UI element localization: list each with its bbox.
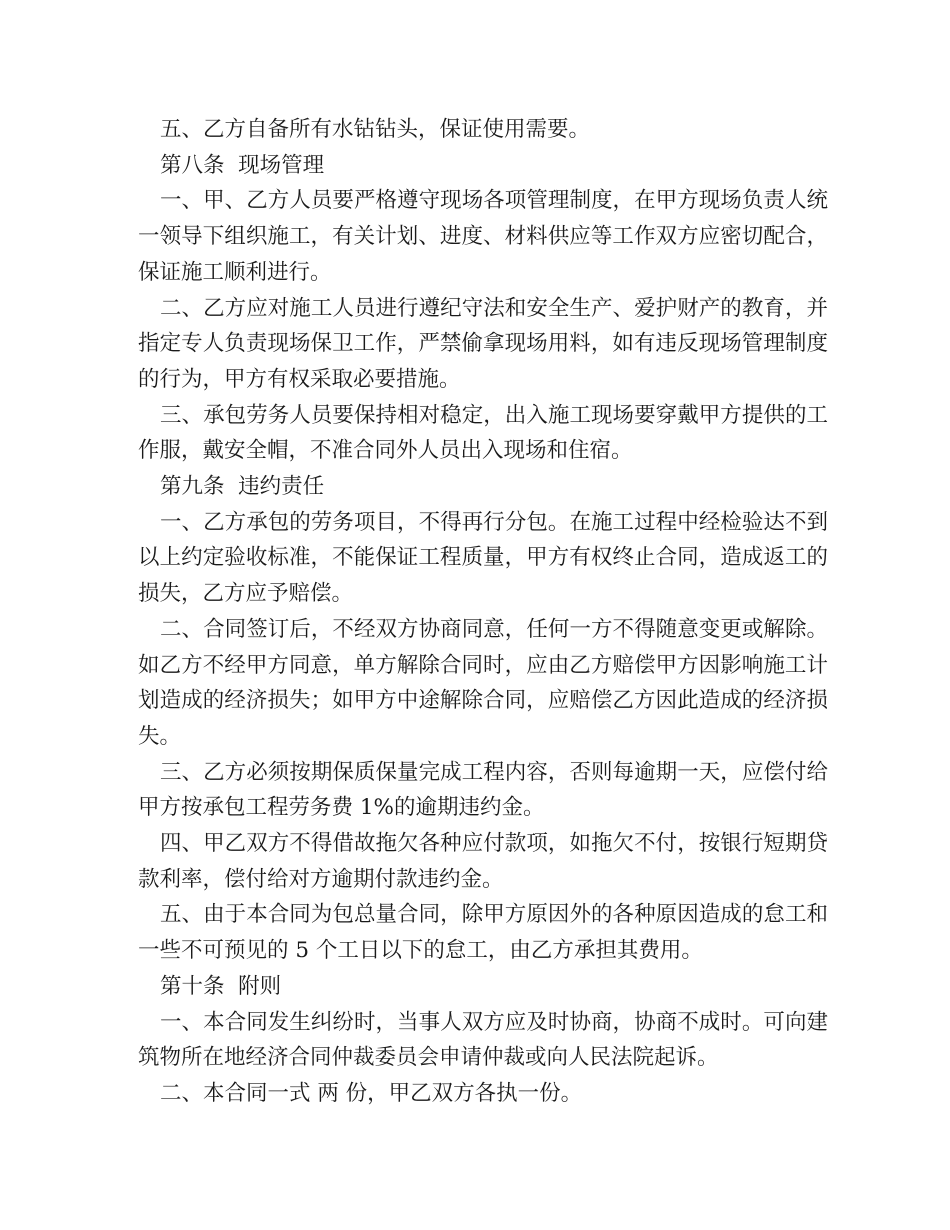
- clause-paragraph: 二、本合同一式 两 份，甲乙双方各执一份。: [160, 1080, 583, 1106]
- clause-paragraph: 三、乙方必须按期保质保量完成工程内容，否则每逾期一天，应偿付给甲方按承包工程劳务费 1%的逾期违约金。: [138, 759, 828, 821]
- clause-paragraph: 一、本合同发生纠纷时，当事人双方应及时协商，协商不成时。可向建筑物所在地经济合同仲裁委员会申请仲裁或向人民法院起诉。: [138, 1009, 828, 1071]
- article-heading: 第八条 现场管理: [160, 152, 325, 178]
- clause-paragraph: 五、由于本合同为包总量合同，除甲方原因外的各种原因造成的怠工和一些不可预见的 5 个工日以下的怠工，由乙方承担其费用。: [138, 902, 828, 964]
- clause-paragraph: 三、承包劳务人员要保持相对稳定，出入施工现场要穿戴甲方提供的工作服，戴安全帽，不准合同外人员出入现场和住宿。: [138, 402, 828, 464]
- clause-paragraph: 一、甲、乙方人员要严格遵守现场各项管理制度，在甲方现场负责人统一领导下组织施工，有关计划、进度、材料供应等工作双方应密切配合，保证施工顺利进行。: [138, 188, 828, 285]
- clause-paragraph: 四、甲乙双方不得借故拖欠各种应付款项，如拖欠不付，按银行短期贷款利率，偿付给对方逾期付款违约金。: [138, 831, 828, 892]
- clause-paragraph: 二、乙方应对施工人员进行遵纪守法和安全生产、爱护财产的教育，并指定专人负责现场保卫工作，严禁偷拿现场用料，如有违反现场管理制度的行为，甲方有权采取必要措施。: [138, 295, 828, 392]
- article-heading: 第九条 违约责任: [160, 474, 325, 500]
- clause-paragraph: 五、乙方自备所有水钻钻头，保证使用需要。: [160, 117, 591, 142]
- article-heading: 第十条 附则: [160, 973, 282, 999]
- contract-body: [138, 112, 828, 1112]
- clause-paragraph: 二、合同签订后，不经双方协商同意，任何一方不得随意变更或解除。如乙方不经甲方同意，单方解除合同时，应由乙方赔偿甲方因影响施工计划造成的经济损失；如甲方中途解除合同，应赔偿乙方因此造成的经济损失。: [138, 616, 828, 749]
- clause-paragraph: 一、乙方承包的劳务项目，不得再行分包。在施工过程中经检验达不到以上约定验收标准，不能保证工程质量，甲方有权终止合同，造成返工的损失，乙方应予赔偿。: [138, 509, 828, 607]
